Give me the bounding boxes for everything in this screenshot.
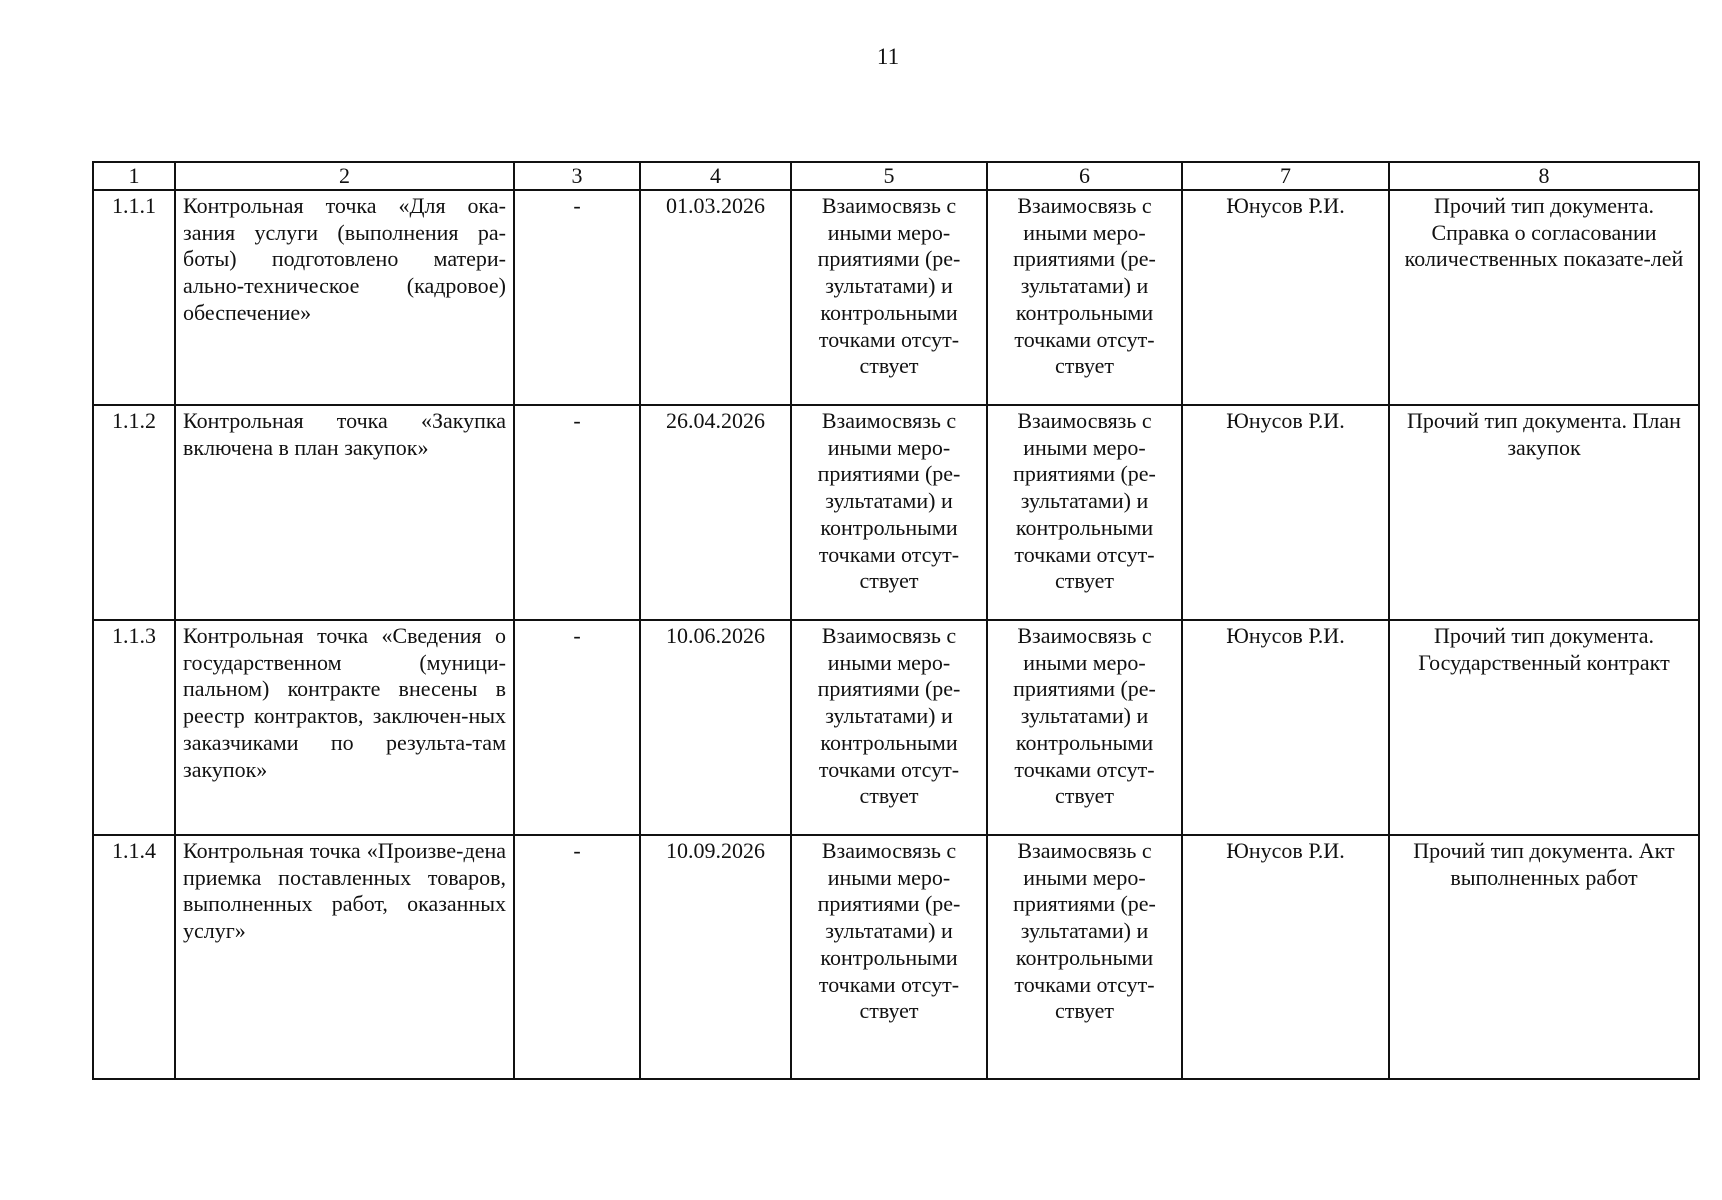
relation-cell: Взаимосвязь с иными меро-приятиями (ре-зультатами) и контрольными точками отсут-ствует [791, 190, 987, 405]
table-row [93, 405, 1699, 620]
relation-cell: Взаимосвязь с иными меро-приятиями (ре-зультатами) и контрольными точками отсут-ствует [791, 405, 987, 620]
date-cell: 10.06.2026 [640, 620, 791, 835]
column-header: 6 [987, 162, 1182, 190]
control-point-name: Контрольная точка «Закупка включена в план закупок» [175, 405, 514, 620]
table-header-row [93, 162, 1699, 190]
column-header: 1 [93, 162, 175, 190]
relation-cell: Взаимосвязь с иными меро-приятиями (ре-зультатами) и контрольными точками отсут-ствует [791, 620, 987, 835]
control-point-name: Контрольная точка «Для ока-зания услуги (выполнения ра-боты) подготовлено матери-ально-техническое (кадровое) обеспечение» [175, 190, 514, 405]
document-cell: Прочий тип документа. План закупок [1389, 405, 1699, 620]
row-number: 1.1.2 [93, 405, 175, 620]
row-number: 1.1.4 [93, 835, 175, 1079]
cell-col3: - [514, 405, 640, 620]
responsible-cell: Юнусов Р.И. [1182, 835, 1389, 1079]
control-point-name: Контрольная точка «Произве-дена приемка поставленных товаров, выполненных работ, оказанных услуг» [175, 835, 514, 1079]
column-header: 5 [791, 162, 987, 190]
cell-col3: - [514, 190, 640, 405]
relation-cell: Взаимосвязь с иными меро-приятиями (ре-зультатами) и контрольными точками отсут-ствует [987, 405, 1182, 620]
responsible-cell: Юнусов Р.И. [1182, 405, 1389, 620]
cell-col3: - [514, 835, 640, 1079]
column-header: 8 [1389, 162, 1699, 190]
date-cell: 10.09.2026 [640, 835, 791, 1079]
page-number: 11 [876, 44, 900, 69]
column-header: 2 [175, 162, 514, 190]
relation-cell: Взаимосвязь с иными меро-приятиями (ре-зультатами) и контрольными точками отсут-ствует [987, 835, 1182, 1079]
relation-cell: Взаимосвязь с иными меро-приятиями (ре-зультатами) и контрольными точками отсут-ствует [791, 835, 987, 1079]
row-number: 1.1.1 [93, 190, 175, 405]
responsible-cell: Юнусов Р.И. [1182, 620, 1389, 835]
document-cell: Прочий тип документа. Акт выполненных работ [1389, 835, 1699, 1079]
table-row [93, 190, 1699, 405]
row-number: 1.1.3 [93, 620, 175, 835]
date-cell: 26.04.2026 [640, 405, 791, 620]
relation-cell: Взаимосвязь с иными меро-приятиями (ре-зультатами) и контрольными точками отсут-ствует [987, 620, 1182, 835]
column-header: 4 [640, 162, 791, 190]
table-row [93, 620, 1699, 835]
column-header: 3 [514, 162, 640, 190]
cell-col3: - [514, 620, 640, 835]
document-cell: Прочий тип документа. Государственный контракт [1389, 620, 1699, 835]
document-cell: Прочий тип документа. Справка о согласовании количественных показате-лей [1389, 190, 1699, 405]
relation-cell: Взаимосвязь с иными меро-приятиями (ре-зультатами) и контрольными точками отсут-ствует [987, 190, 1182, 405]
column-header: 7 [1182, 162, 1389, 190]
control-point-name: Контрольная точка «Сведения о государственном (муници-пальном) контракте внесены в реестр контрактов, заключен-ных заказчиками по результа-там закупок» [175, 620, 514, 835]
control-points-table [92, 161, 1700, 1080]
table-row [93, 835, 1699, 1079]
date-cell: 01.03.2026 [640, 190, 791, 405]
responsible-cell: Юнусов Р.И. [1182, 190, 1389, 405]
